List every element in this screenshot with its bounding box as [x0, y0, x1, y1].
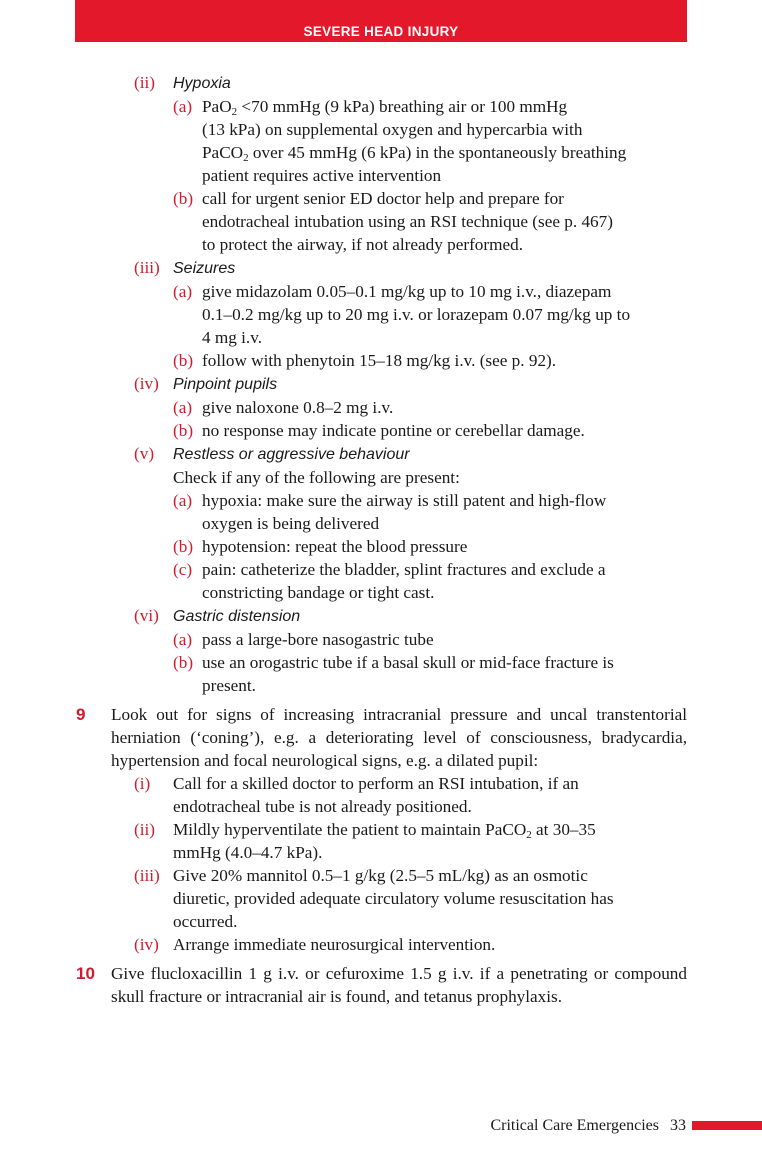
- list-item: (ii) Mildly hyperventilate the patient to maintain PaCO$_2$ at 30–35 mmHg (4.0–4.7 kPa).: [134, 820, 596, 862]
- list-item: (c) pain: catheterize the bladder, splint fractures and exclude a constricting bandage or tight cast.: [173, 560, 606, 602]
- item-letter: (a): [173, 630, 193, 649]
- item-number: (iii): [134, 866, 160, 885]
- point-text: Look out for signs of increasing intracranial pressure and uncal transtentorial herniation (‘coning’), e.g. a deteriorating level of consciousness, bradycardia, hypertension and focal neurological signs, e.g. a dilated pupil:: [111, 705, 687, 770]
- subsection-seizures: [0, 256, 762, 280]
- item-letter: (b): [173, 351, 194, 370]
- page-number: 33: [670, 1117, 686, 1134]
- subsection-title: Hypoxia: [173, 75, 231, 92]
- subsection-pinpoint-pupils: [0, 372, 762, 396]
- header-bar: [75, 0, 687, 42]
- page-content: [0, 71, 762, 1008]
- item-letter: (b): [173, 537, 194, 556]
- subsection-gastric: [0, 604, 762, 628]
- item-number: (iv): [134, 374, 159, 393]
- list-item: (b) no response may indicate pontine or cerebellar damage.: [173, 421, 585, 440]
- footer-section-name: Critical Care Emergencies: [490, 1117, 659, 1134]
- subsection-restless: [0, 442, 762, 466]
- footer-accent-bar: [692, 1121, 762, 1130]
- item-number: (iv): [134, 935, 159, 954]
- item-letter: (a): [173, 282, 193, 301]
- list-item: (iii) Give 20% mannitol 0.5–1 g/kg (2.5–5 mL/kg) as an osmotic diuretic, provided adequate circulatory volume resuscitation has occurred.: [134, 866, 614, 931]
- list-item: (a) hypoxia: make sure the airway is still patent and high-flow oxygen is being delivered: [173, 491, 607, 533]
- list-item: (b) use an orogastric tube if a basal skull or mid-face fracture is present.: [173, 653, 614, 695]
- subsection-title: Restless or aggressive behaviour: [173, 446, 410, 463]
- list-item: (a) give midazolam 0.05–0.1 mg/kg up to 10 mg i.v., diazepam 0.1–0.2 mg/kg up to 20 mg i.v. or lorazepam 0.07 mg/kg up to 4 mg i.v.: [173, 282, 631, 347]
- point-9: [0, 703, 762, 772]
- item-number: (iii): [134, 258, 160, 277]
- item-letter: (a): [173, 97, 193, 116]
- list-item: (b) call for urgent senior ED doctor help and prepare for endotracheal intubation using an RSI technique (see p. 467) to protect the airway, if not already performed.: [173, 189, 613, 254]
- point-text: Give flucloxacillin 1 g i.v. or cefuroxime 1.5 g i.v. if a penetrating or compound skull fracture or intracranial air is found, and tetanus prophylaxis.: [111, 964, 687, 1006]
- list-item: (a) PaO$_2$ <70 mmHg (9 kPa) breathing air or 100 mmHg (13 kPa) on supplemental oxygen and hypercarbia with PaCO$_2$ over 45 mmHg (6 kPa) in the spontaneously breathing patient requires active intervention: [173, 97, 627, 185]
- item-number: (vi): [134, 606, 159, 625]
- item-letter: (c): [173, 560, 193, 579]
- subsection-title: Pinpoint pupils: [173, 376, 278, 393]
- list-item: (i) Call for a skilled doctor to perform an RSI intubation, if an endotracheal tube is not already positioned.: [134, 774, 579, 816]
- list-item: (a) give naloxone 0.8–2 mg i.v.: [173, 398, 394, 417]
- item-letter: (b): [173, 189, 194, 208]
- running-header-title: SEVERE HEAD INJURY: [303, 24, 459, 39]
- list-item: (a) pass a large-bore nasogastric tube: [173, 630, 434, 649]
- item-letter: (a): [173, 398, 193, 417]
- subsection-hypoxia: [0, 71, 762, 95]
- point-number: 9: [76, 705, 86, 724]
- item-number: (ii): [134, 820, 155, 839]
- item-number: (ii): [134, 73, 155, 92]
- item-letter: (b): [173, 421, 194, 440]
- item-number: (i): [134, 774, 151, 793]
- list-item: (b) hypotension: repeat the blood pressure: [173, 537, 468, 556]
- item-letter: (b): [173, 653, 194, 672]
- list-item: (iv) Arrange immediate neurosurgical intervention.: [134, 935, 496, 954]
- subsection-title: Seizures: [173, 260, 236, 277]
- item-number: (v): [134, 444, 155, 463]
- item-letter: (a): [173, 491, 193, 510]
- subsection-title: Gastric distension: [173, 608, 301, 625]
- point-10: [0, 962, 762, 1008]
- list-item: (b) follow with phenytoin 15–18 mg/kg i.v. (see p. 92).: [173, 351, 557, 370]
- subsection-intro: Check if any of the following are present:: [173, 468, 460, 487]
- point-number: 10: [76, 964, 95, 983]
